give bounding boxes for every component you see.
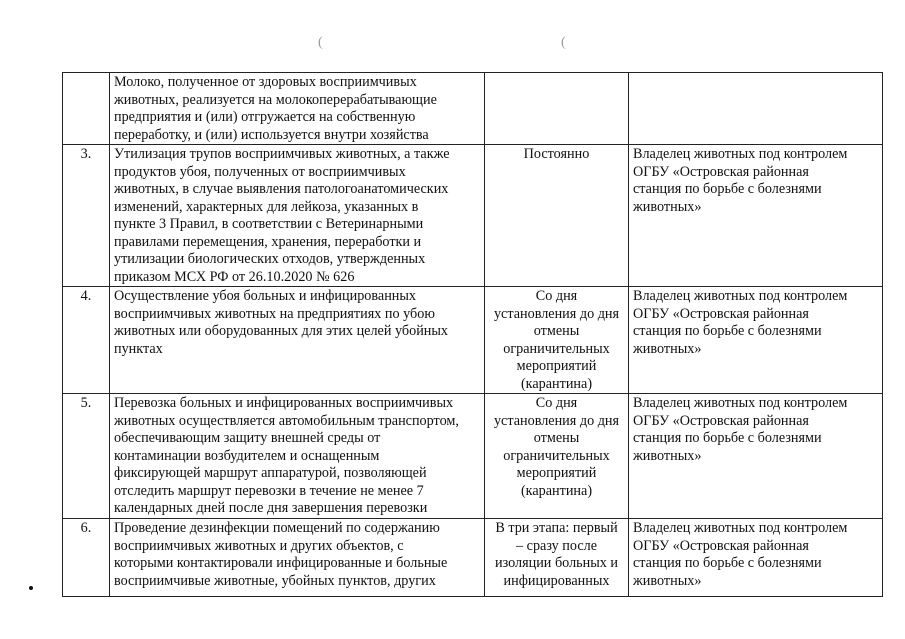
measure-text-line: обеспечивающим защиту внешней среды от bbox=[114, 430, 381, 446]
bullet-dot bbox=[29, 586, 33, 590]
measure-term-line: инфицированных bbox=[503, 572, 610, 589]
measure-term-line: – сразу после bbox=[516, 537, 597, 554]
measure-responsible bbox=[629, 519, 883, 597]
measure-text-line: животных, реализуется на молокоперерабатывающие bbox=[114, 91, 437, 108]
measure-term-line: ограничительных bbox=[503, 447, 610, 464]
table-row bbox=[63, 73, 883, 145]
measure-text-line: Осуществление убоя больных и инфицированных bbox=[114, 288, 417, 304]
measure-term-line: Со дня bbox=[535, 288, 578, 304]
scan-mark-left: ( bbox=[318, 35, 323, 50]
measure-responsible-line: станция по борьбе с болезнями bbox=[633, 181, 822, 197]
measure-term-line: установления до дня bbox=[493, 305, 620, 322]
row-number: 3. bbox=[63, 145, 110, 287]
measure-responsible-line: животных» bbox=[633, 447, 702, 464]
measure-text bbox=[110, 287, 485, 394]
measure-term-line: мероприятий bbox=[516, 465, 597, 481]
measure-text-line: отследить маршрут перевозки в течение не менее 7 bbox=[114, 482, 424, 499]
measure-text-line: Проведение дезинфекции помещений по содержанию bbox=[114, 520, 440, 536]
row-number: 5. bbox=[63, 394, 110, 519]
measure-responsible-line: Владелец животных под контролем bbox=[633, 288, 848, 304]
table-row bbox=[63, 145, 883, 287]
measure-responsible-line: станция по борьбе с болезнями bbox=[633, 323, 822, 339]
measure-text-line: восприимчивые животные, убойных пунктов, других bbox=[114, 572, 436, 589]
measure-text-line: Перевозка больных и инфицированных восприимчивых bbox=[114, 395, 454, 411]
measure-responsible-line: ОГБУ «Островская районная bbox=[633, 163, 809, 180]
measure-responsible bbox=[629, 394, 883, 519]
measure-responsible-line: Владелец животных под контролем bbox=[633, 146, 848, 162]
measure-text-line: календарных дней после дня завершения перевозки bbox=[114, 500, 428, 516]
measure-text-line: животных или оборудованных для этих целей убойных bbox=[114, 323, 449, 339]
measure-text-line: приказом МСХ РФ от 26.10.2020 № 626 bbox=[114, 268, 355, 285]
measure-term-line: (карантина) bbox=[520, 482, 593, 499]
row-number: 6. bbox=[63, 519, 110, 597]
measure-text-line: продуктов убоя, полученных от восприимчивых bbox=[114, 163, 406, 180]
measure-text-line: утилизации биологических отходов, утвержденных bbox=[114, 251, 426, 267]
table-row bbox=[63, 394, 883, 519]
measure-responsible-line: животных» bbox=[633, 572, 702, 589]
measure-responsible bbox=[629, 145, 883, 287]
measure-term-line: (карантина) bbox=[520, 375, 593, 392]
measure-responsible-line: ОГБУ «Островская районная bbox=[633, 537, 809, 554]
measure-term-line: установления до дня bbox=[493, 412, 620, 429]
measure-text-line: переработку, и (или) используется внутри хозяйства bbox=[114, 126, 429, 143]
row-number bbox=[63, 73, 110, 145]
row-number: 4. bbox=[63, 287, 110, 394]
measure-text bbox=[110, 73, 485, 145]
measures-table bbox=[62, 72, 883, 597]
measure-term-line: изоляции больных и bbox=[495, 555, 618, 571]
measure-responsible-line: животных» bbox=[633, 198, 702, 215]
measure-term bbox=[485, 519, 629, 597]
measure-term-line: ограничительных bbox=[503, 340, 610, 357]
measure-text-line: изменений, характерных для лейкоза, указанных в bbox=[114, 198, 419, 215]
measure-text-line: Молоко, полученное от здоровых восприимчивых bbox=[114, 74, 417, 90]
measure-responsible-line: станция по борьбе с болезнями bbox=[633, 555, 822, 571]
measure-text-line: животных осуществляется автомобильным транспортом, bbox=[114, 412, 459, 429]
measure-responsible-line: Владелец животных под контролем bbox=[633, 520, 848, 536]
measure-term bbox=[485, 394, 629, 519]
table-row bbox=[63, 519, 883, 597]
measure-text-line: животных, в случае выявления патологоанатомических bbox=[114, 181, 449, 197]
measure-term-line: отмены bbox=[533, 323, 580, 339]
scan-mark-right: ( bbox=[561, 35, 566, 50]
measure-text bbox=[110, 394, 485, 519]
measure-term bbox=[485, 287, 629, 394]
measure-term-line: Со дня bbox=[535, 395, 578, 411]
measure-text bbox=[110, 145, 485, 287]
measure-text-line: восприимчивых животных на предприятиях по убою bbox=[114, 305, 435, 322]
measure-responsible-line: Владелец животных под контролем bbox=[633, 395, 848, 411]
measure-text-line: пункте 3 Правил, в соответствии с Ветеринарными bbox=[114, 216, 424, 232]
measure-text-line: которыми контактировали инфицированные и больные bbox=[114, 555, 448, 571]
measure-responsible-line: ОГБУ «Островская районная bbox=[633, 412, 809, 429]
measure-term bbox=[485, 145, 629, 287]
table-row bbox=[63, 287, 883, 394]
measure-text bbox=[110, 519, 485, 597]
measure-text-line: фиксирующей маршрут аппаратурой, позволяющей bbox=[114, 465, 427, 481]
measure-term-line: В три этапа: первый bbox=[495, 520, 618, 536]
measure-text-line: предприятия и (или) отгружается на собственную bbox=[114, 109, 416, 125]
measure-term bbox=[485, 73, 629, 145]
measure-responsible bbox=[629, 287, 883, 394]
measure-term-line: отмены bbox=[533, 430, 580, 446]
measure-text-line: пунктах bbox=[114, 340, 163, 357]
measure-responsible bbox=[629, 73, 883, 145]
measure-text-line: контаминации возбудителем и оснащенным bbox=[114, 447, 380, 464]
measure-text-line: восприимчивых животных и других объектов, с bbox=[114, 537, 404, 554]
measure-term-line: мероприятий bbox=[516, 358, 597, 374]
measure-text-line: правилами перемещения, хранения, переработки и bbox=[114, 233, 422, 250]
measure-term-line: Постоянно bbox=[523, 146, 590, 162]
measure-responsible-line: ОГБУ «Островская районная bbox=[633, 305, 809, 322]
measure-responsible-line: станция по борьбе с болезнями bbox=[633, 430, 822, 446]
measure-text-line: Утилизация трупов восприимчивых животных, а также bbox=[114, 146, 450, 162]
measure-responsible-line: животных» bbox=[633, 340, 702, 357]
